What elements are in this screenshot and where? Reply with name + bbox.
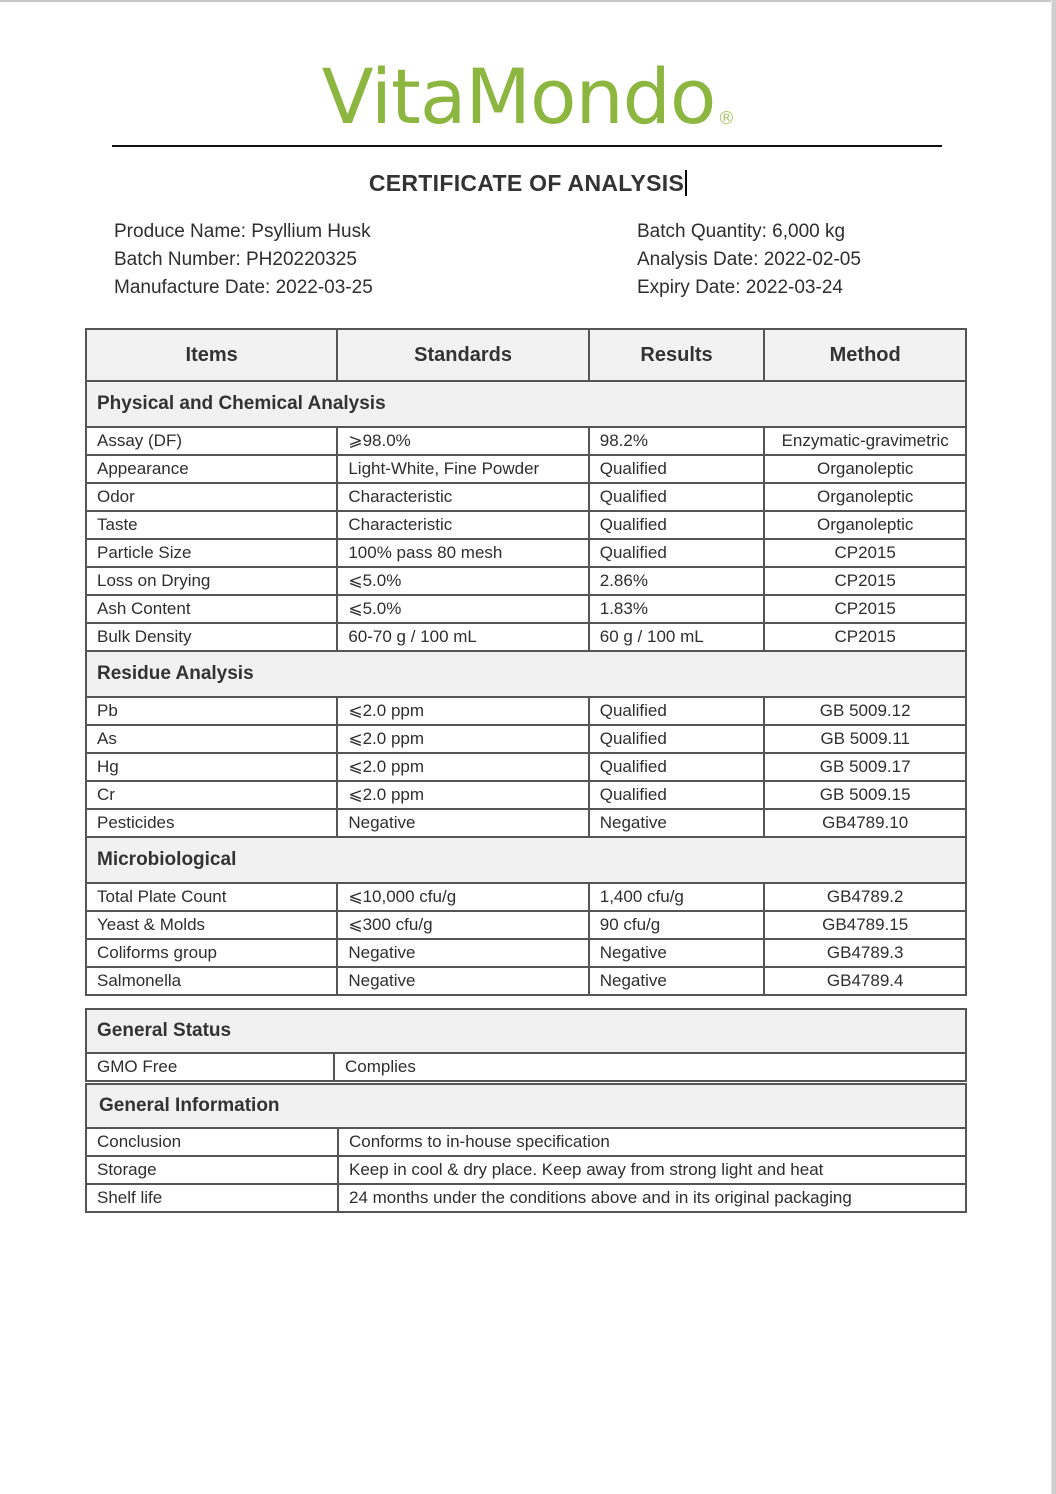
cell-standard: Characteristic xyxy=(337,483,588,511)
cell-result: Qualified xyxy=(589,455,765,483)
cell-item: Bulk Density xyxy=(86,623,337,651)
cell-standard: ⩽2.0 ppm xyxy=(337,781,588,809)
section-header xyxy=(86,381,966,427)
section-general-information xyxy=(86,1084,966,1128)
cell-item: Particle Size xyxy=(86,539,337,567)
cell-method: GB 5009.12 xyxy=(764,697,966,725)
cell-result: 60 g / 100 mL xyxy=(589,623,765,651)
section-general-status xyxy=(86,1009,966,1053)
cell-standard: ⩾98.0% xyxy=(337,427,588,455)
table-row xyxy=(86,697,966,725)
brand-name: VitaMondo xyxy=(321,52,716,141)
table-row xyxy=(86,427,966,455)
cell-method: GB 5009.17 xyxy=(764,753,966,781)
table-row xyxy=(86,483,966,511)
cell-item: GMO Free xyxy=(86,1053,334,1081)
cell-method: CP2015 xyxy=(764,623,966,651)
batch-number: Batch Number: PH20220325 xyxy=(114,249,357,270)
table-row xyxy=(86,1053,966,1081)
cell-result: Qualified xyxy=(589,753,765,781)
cell-result: Negative xyxy=(589,939,765,967)
cell-standard: ⩽2.0 ppm xyxy=(337,753,588,781)
table-row xyxy=(86,455,966,483)
cell-value: Conforms to in-house specification xyxy=(338,1128,966,1156)
cell-result: Qualified xyxy=(589,511,765,539)
cell-method: CP2015 xyxy=(764,595,966,623)
cell-item: Taste xyxy=(86,511,337,539)
cell-standard: ⩽2.0 ppm xyxy=(337,697,588,725)
cell-result: 1.83% xyxy=(589,595,765,623)
cell-method: GB4789.2 xyxy=(764,883,966,911)
cell-standard: ⩽300 cfu/g xyxy=(337,911,588,939)
cell-method: GB4789.3 xyxy=(764,939,966,967)
analysis-date: Analysis Date: 2022-02-05 xyxy=(637,249,861,270)
cell-item: Cr xyxy=(86,781,337,809)
cell-standard: 60-70 g / 100 mL xyxy=(337,623,588,651)
cell-result: 98.2% xyxy=(589,427,765,455)
cell-result: Qualified xyxy=(589,725,765,753)
section-title: General Status xyxy=(86,1009,966,1053)
cell-item: Yeast & Molds xyxy=(86,911,337,939)
cell-method: GB4789.10 xyxy=(764,809,966,837)
cell-item: Storage xyxy=(86,1156,338,1184)
cell-result: 2.86% xyxy=(589,567,765,595)
cell-method: Organoleptic xyxy=(764,511,966,539)
table-row xyxy=(86,1184,966,1212)
cell-result: Negative xyxy=(589,967,765,995)
cell-standard: ⩽10,000 cfu/g xyxy=(337,883,588,911)
table-row xyxy=(86,1128,966,1156)
section-header xyxy=(86,651,966,697)
cell-result: 1,400 cfu/g xyxy=(589,883,765,911)
cell-standard: Negative xyxy=(337,967,588,995)
cell-item: Coliforms group xyxy=(86,939,337,967)
cell-value: Keep in cool & dry place. Keep away from strong light and heat xyxy=(338,1156,966,1184)
registered-mark-icon: ® xyxy=(717,108,735,129)
document-title: CERTIFICATE OF ANALYSIS xyxy=(368,170,685,196)
cell-result: Negative xyxy=(589,809,765,837)
cell-result: 90 cfu/g xyxy=(589,911,765,939)
cell-item: Appearance xyxy=(86,455,337,483)
analysis-table xyxy=(85,328,967,996)
cell-method: GB 5009.11 xyxy=(764,725,966,753)
section-title: Physical and Chemical Analysis xyxy=(86,381,966,427)
cell-item: Pesticides xyxy=(86,809,337,837)
cell-standard: ⩽2.0 ppm xyxy=(337,725,588,753)
section-header xyxy=(86,837,966,883)
table-row xyxy=(86,595,966,623)
cell-item: As xyxy=(86,725,337,753)
cell-standard: ⩽5.0% xyxy=(337,595,588,623)
scrollbar-edge xyxy=(1051,0,1056,1494)
header-results: Results xyxy=(589,329,765,381)
cell-item: Loss on Drying xyxy=(86,567,337,595)
table-row xyxy=(86,781,966,809)
cell-item: Salmonella xyxy=(86,967,337,995)
section-title: General Information xyxy=(86,1084,966,1128)
header-items: Items xyxy=(86,329,337,381)
document-title-container xyxy=(0,170,1056,197)
table-row xyxy=(86,725,966,753)
table-row xyxy=(86,623,966,651)
cell-result: Qualified xyxy=(589,697,765,725)
table-row xyxy=(86,753,966,781)
batch-quantity: Batch Quantity: 6,000 kg xyxy=(637,221,846,242)
general-information-table xyxy=(85,1083,967,1213)
table-row xyxy=(86,567,966,595)
cell-result: Qualified xyxy=(589,781,765,809)
cell-method: GB 5009.15 xyxy=(764,781,966,809)
cell-item: Hg xyxy=(86,753,337,781)
cell-value: Complies xyxy=(334,1053,966,1081)
cell-standard: ⩽5.0% xyxy=(337,567,588,595)
header-method: Method xyxy=(764,329,966,381)
cell-item: Conclusion xyxy=(86,1128,338,1156)
cell-method: Organoleptic xyxy=(764,455,966,483)
cell-standard: 100% pass 80 mesh xyxy=(337,539,588,567)
manufacture-date: Manufacture Date: 2022-03-25 xyxy=(114,277,373,298)
cell-value: 24 months under the conditions above and in its original packaging xyxy=(338,1184,966,1212)
cell-item: Odor xyxy=(86,483,337,511)
cell-item: Pb xyxy=(86,697,337,725)
cell-method: CP2015 xyxy=(764,539,966,567)
cell-result: Qualified xyxy=(589,483,765,511)
cell-method: Enzymatic-gravimetric xyxy=(764,427,966,455)
brand-logo xyxy=(0,52,1056,142)
section-title: Microbiological xyxy=(86,837,966,883)
table-row xyxy=(86,511,966,539)
cell-item: Shelf life xyxy=(86,1184,338,1212)
cell-method: GB4789.4 xyxy=(764,967,966,995)
cell-item: Ash Content xyxy=(86,595,337,623)
table-row xyxy=(86,967,966,995)
table-row xyxy=(86,911,966,939)
general-table xyxy=(85,1008,967,1082)
header-standards: Standards xyxy=(337,329,588,381)
page-top-edge xyxy=(0,0,1056,2)
table-row xyxy=(86,939,966,967)
table-row xyxy=(86,809,966,837)
cell-item: Total Plate Count xyxy=(86,883,337,911)
produce-name: Produce Name: Psyllium Husk xyxy=(114,221,371,242)
cell-result: Qualified xyxy=(589,539,765,567)
table-row xyxy=(86,1156,966,1184)
cell-method: CP2015 xyxy=(764,567,966,595)
cell-standard: Characteristic xyxy=(337,511,588,539)
section-title: Residue Analysis xyxy=(86,651,966,697)
table-header-row xyxy=(86,329,966,381)
cell-method: Organoleptic xyxy=(764,483,966,511)
expiry-date: Expiry Date: 2022-03-24 xyxy=(637,277,843,298)
cell-standard: Light-White, Fine Powder xyxy=(337,455,588,483)
cell-standard: Negative xyxy=(337,939,588,967)
product-meta-right xyxy=(637,218,861,302)
table-row xyxy=(86,539,966,567)
cell-standard: Negative xyxy=(337,809,588,837)
text-cursor xyxy=(685,170,687,196)
product-meta-left xyxy=(114,218,373,302)
cell-method: GB4789.15 xyxy=(764,911,966,939)
header-divider xyxy=(112,145,942,147)
cell-item: Assay (DF) xyxy=(86,427,337,455)
table-row xyxy=(86,883,966,911)
